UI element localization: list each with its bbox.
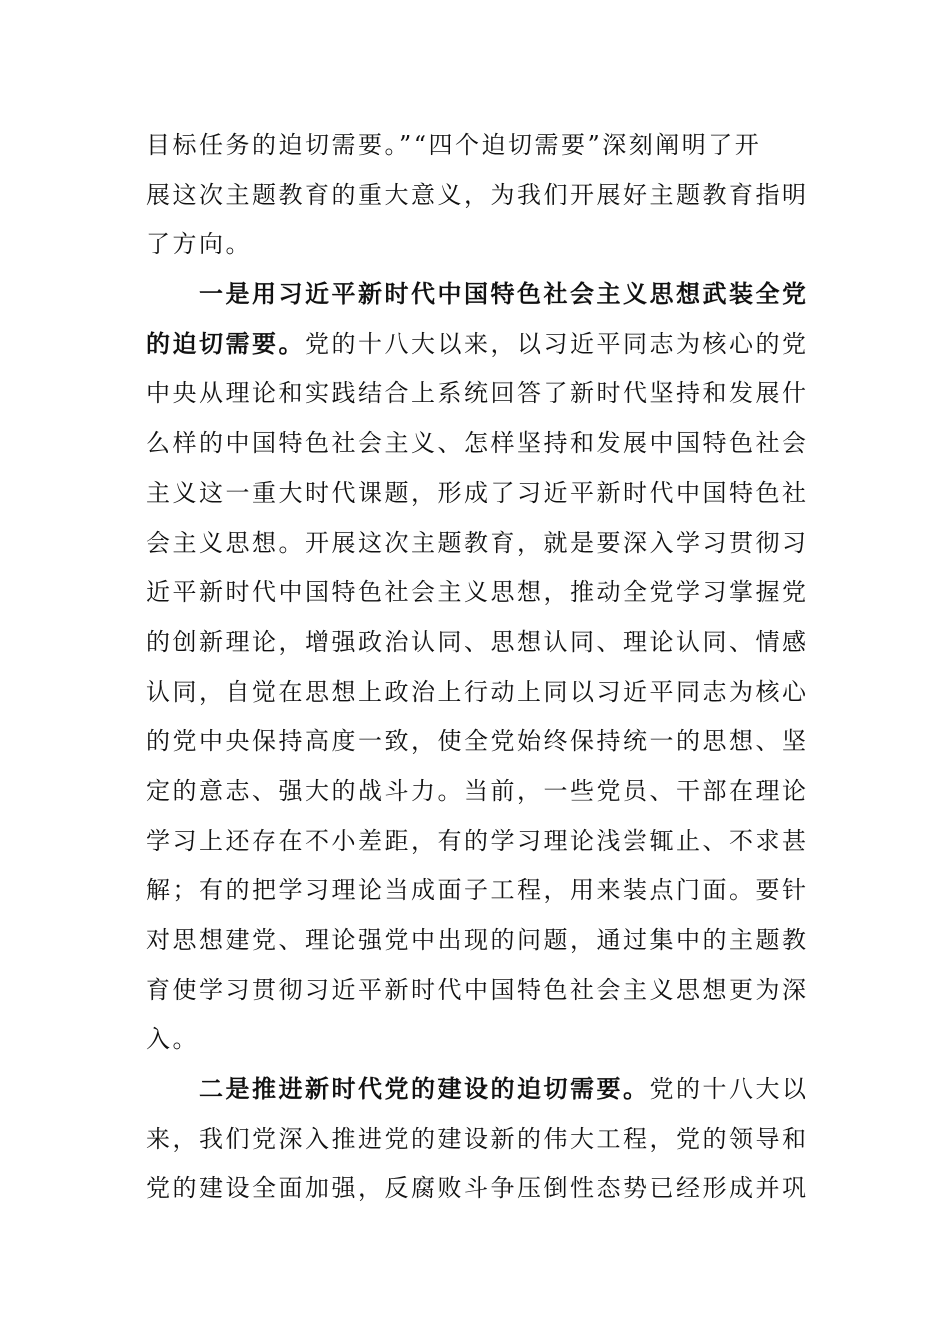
text-line: 主义这一重大时代课题，形成了习近平新时代中国特色社: [146, 478, 809, 507]
text-span: 党的十八大以来，以习近平同志为核心的党: [305, 329, 809, 358]
text-line: 定的意志、强大的战斗力。当前，一些党员、干部在理论: [146, 776, 809, 805]
text-line: 目标任务的迫切需要。”“四个迫切需要”深刻阐明了开: [146, 131, 762, 159]
text-line: 党的建设全面加强，反腐败斗争压倒性态势已经形成并巩: [146, 1174, 809, 1203]
section-heading: 一是用习近平新时代中国特色社会主义思想武装全党: [199, 280, 809, 309]
text-line: [146, 320, 810, 370]
text-line: 对思想建党、理论强党中出现的问题，通过集中的主题教: [146, 926, 809, 954]
text-line: 的党中央保持高度一致，使全党始终保持统一的思想、坚: [146, 727, 809, 756]
section-heading: 二是推进新时代党的建设的迫切需要。: [199, 1075, 650, 1104]
text-line: [146, 1065, 810, 1115]
text-line: 么样的中国特色社会主义、怎样坚持和发展中国特色社会: [146, 429, 809, 458]
text-line: 展这次主题教育的重大意义，为我们开展好主题教育指明: [146, 180, 809, 209]
text-line: 来，我们党深入推进党的建设新的伟大工程，党的领导和: [146, 1124, 809, 1153]
document-body: [146, 121, 810, 1214]
text-line: 学习上还存在不小差距，有的学习理论浅尝辄止、不求甚: [146, 826, 809, 855]
text-line: 解；有的把学习理论当成面子工程，用来装点门面。要针: [146, 876, 809, 905]
text-line: 的创新理论，增强政治认同、思想认同、理论认同、情感: [146, 627, 809, 656]
text-line: 中央从理论和实践结合上系统回答了新时代坚持和发展什: [146, 379, 809, 408]
text-line: 会主义思想。开展这次主题教育，就是要深入学习贯彻习: [146, 528, 809, 557]
text-line: 近平新时代中国特色社会主义思想，推动全党学习掌握党: [146, 578, 809, 607]
text-line: 了方向。: [146, 230, 252, 259]
text-line: 入。: [146, 1025, 199, 1054]
text-span: 党的十八大以: [649, 1075, 809, 1104]
text-line: 认同，自觉在思想上政治上行动上同以习近平同志为核心: [146, 677, 809, 706]
text-line: 育使学习贯彻习近平新时代中国特色社会主义思想更为深: [146, 975, 809, 1004]
section-heading-continued: 的迫切需要。: [146, 329, 305, 358]
